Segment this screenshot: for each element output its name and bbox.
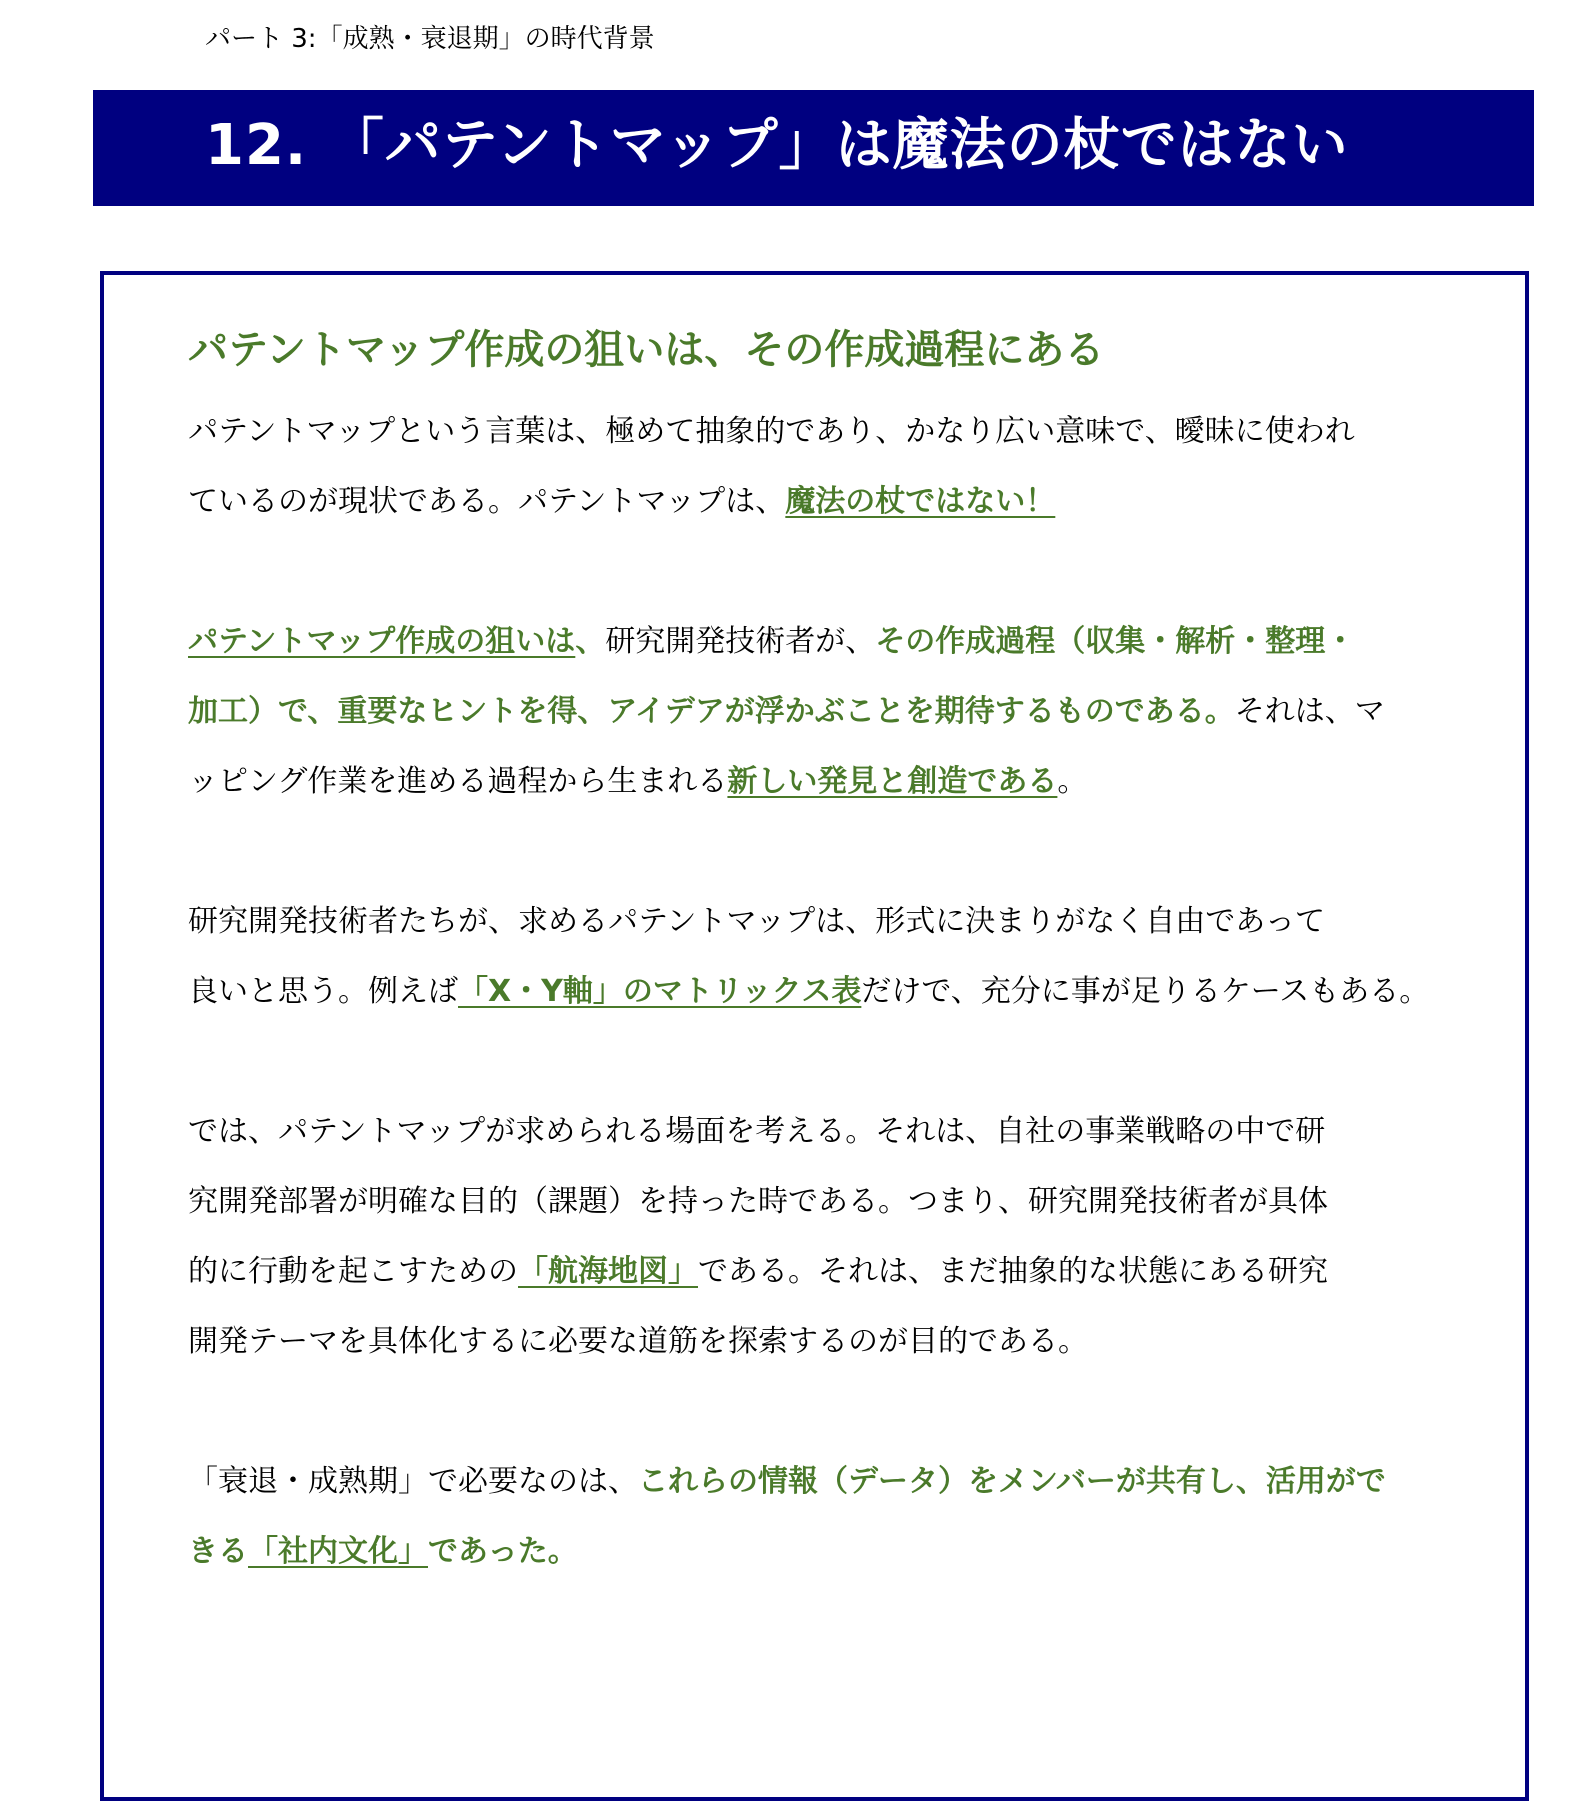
paragraph-3	[188, 887, 1488, 1027]
paragraph-line	[188, 467, 1488, 537]
highlight-nautical-chart: 「航海地図」	[518, 1254, 698, 1289]
text-run: 「衰退・成熟期」で必要なのは、	[188, 1464, 638, 1499]
text-run: 。	[1057, 764, 1088, 799]
paragraph-line	[188, 1517, 1488, 1587]
title-bar	[93, 90, 1534, 206]
text-run: 的に行動を起こすための	[188, 1254, 518, 1289]
part-label: パート 3:「成熟・衰退期」の時代背景	[205, 24, 655, 54]
paragraph-5	[188, 1447, 1488, 1587]
paragraph-line: では、パテントマップが求められる場面を考える。それは、自社の事業戦略の中で研	[188, 1114, 1326, 1149]
paragraph-line: 研究開発技術者たちが、求めるパテントマップは、形式に決まりがなく自由であって	[188, 904, 1325, 939]
paragraph-line	[188, 677, 1488, 747]
paragraph-line	[188, 1447, 1488, 1517]
paragraph-line	[188, 957, 1488, 1027]
highlight-aim: パテントマップ作成の狙いは	[188, 624, 576, 659]
highlight-discovery: 新しい発見と創造である	[727, 764, 1058, 799]
text-run: 良いと思う。例えば	[188, 974, 458, 1009]
paragraph-4	[188, 1097, 1488, 1377]
paragraph-1	[188, 397, 1488, 537]
text-run: である。それは、まだ抽象的な状態にある研究	[698, 1254, 1328, 1289]
text-run: 研究開発技術者が、	[605, 624, 876, 659]
content-box	[100, 271, 1529, 1801]
text-run: であった。	[428, 1534, 578, 1569]
text-run: それは、マ	[1234, 694, 1385, 729]
paragraph-line	[188, 747, 1488, 817]
highlight-process-cont: 加工）で、重要なヒントを得、アイデアが浮かぶことを期待するものである。	[188, 694, 1235, 729]
paragraph-2	[188, 607, 1488, 817]
paragraph-line	[188, 1237, 1488, 1307]
highlight-process: その作成過程（収集・解析・整理・	[875, 624, 1356, 659]
paragraph-line: 開発テーマを具体化するに必要な道筋を探索するのが目的である。	[188, 1324, 1088, 1359]
page-title: 12. 「パテントマップ」は魔法の杖ではない	[205, 113, 1349, 178]
paragraph-line: 究開発部署が明確な目的（課題）を持った時である。つまり、研究開発技術者が具体	[188, 1184, 1328, 1219]
text-run: だけで、充分に事が足りるケースもある。	[861, 974, 1430, 1009]
paragraph-line	[188, 607, 1488, 677]
highlight-sharing-cont: きる	[188, 1534, 248, 1569]
paragraph-line: パテントマップという言葉は、極めて抽象的であり、かなり広い意味で、曖昧に使われ	[188, 414, 1355, 449]
highlight-sharing: これらの情報（データ）をメンバーが共有し、活用がで	[638, 1464, 1386, 1499]
section-heading: パテントマップ作成の狙いは、その作成過程にある	[188, 327, 1105, 373]
highlight-magic-wand: 魔法の杖ではない！	[785, 484, 1056, 519]
text-run: ッピング作業を進める過程から生まれる	[188, 764, 728, 799]
text-run: 、	[575, 624, 606, 659]
highlight-company-culture: 「社内文化」	[248, 1534, 428, 1569]
text-run: ているのが現状である。パテントマップは、	[188, 484, 786, 519]
highlight-matrix: 「X・Y軸」のマトリックス表	[458, 974, 862, 1009]
